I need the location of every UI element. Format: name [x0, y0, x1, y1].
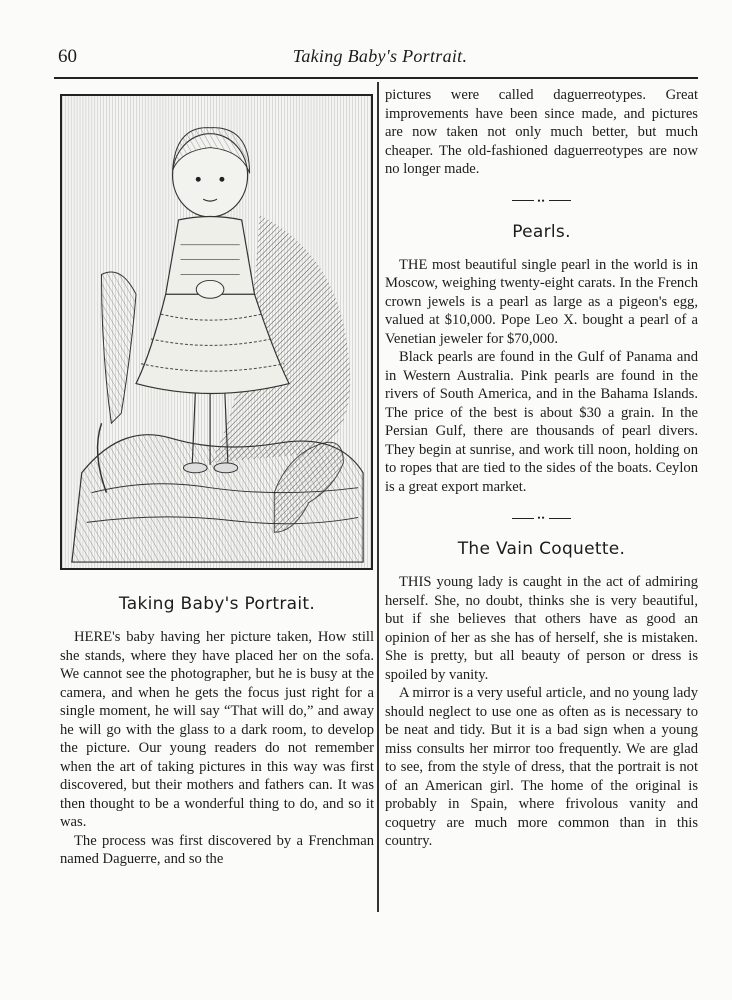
- page-number: 60: [58, 46, 77, 67]
- paragraph: THIS young lady is caught in the act of admiring herself. She, no doubt, thinks she is very beautiful, but if she believes that others have as good an opinion of her as she has of herself, she is mistaken. She is pretty, but all beauty of person or dress is spoiled by vanity.: [385, 574, 698, 683]
- column-divider: [377, 82, 379, 912]
- article-title-vain-coquette: The Vain Coquette.: [457, 539, 626, 559]
- header-rule: [54, 77, 698, 79]
- paragraph-continuation: pictures were called daguerreotypes. Great improvements have been since made, and pictures are now taken not only much better, but much cheaper. The old-fashioned daguerreotypes are now no longer made.: [385, 87, 698, 177]
- right-column: [385, 86, 698, 851]
- section-ornament: [385, 510, 698, 525]
- article-title-baby-portrait: Taking Baby's Portrait.: [118, 594, 316, 614]
- ornament-line: [512, 200, 534, 201]
- paragraph: The process was first discovered by a Frenchman named Daguerre, and so the: [60, 832, 374, 867]
- ornament-dots: ••: [537, 513, 546, 524]
- paragraph: HERE's baby having her picture taken, How still she stands, where they have placed her on the sofa. We cannot see the photographer, but he is busy at the camera, and when he gets the focus just right for a single moment, he will say “That will do,” and away he will go with the glass to a dark room, to develop the picture. Our young readers do not remember when the art of taking pictures in this way was first discovered, but their mothers and fathers can. It was then thought to be a wonderful thing to do, and so it was.: [60, 629, 374, 830]
- ornament-line: [549, 200, 571, 201]
- baby-portrait-illustration: [60, 94, 373, 570]
- paragraph: Black pearls are found in the Gulf of Panama and in Western Australia. Pink pearls are found in the rivers of South America, and in the Bahama Islands. The price of the best is about $30 a grain. In the Persian Gulf, there are thousands of pearl divers. They begin at sunrise, and work till noon, holding on to ropes that are tied to the sides of the boats. Ceylon is a great export market.: [385, 349, 698, 495]
- running-title: Taking Baby's Portrait.: [292, 46, 468, 66]
- baby-portrait-engraving-icon: [62, 96, 371, 568]
- paragraph: THE most beautiful single pearl in the world is in Moscow, weighing twenty-eight carats. In the French crown jewels is a pearl as large as a pigeon's egg, valued at $10,000. Pope Leo X. bought a pearl of a Venetian jeweler for $70,000.: [385, 256, 698, 347]
- section-ornament: [385, 193, 698, 208]
- article-title-pearls: Pearls.: [512, 221, 571, 242]
- paragraph: A mirror is a very useful article, and no young lady should neglect to use one as often as is necessary to be neat and tidy. But it is a bad sign when a young miss consults her mirror too frequently. We are glad to see, from the style of dress, that the portrait is not of an American girl. The home of the original is probably in Spain, where frivolous vanity and coquetry are much more common than in this country.: [385, 685, 698, 849]
- ornament-dots: ••: [537, 195, 546, 206]
- left-column: [60, 594, 374, 869]
- ornament-line: [549, 518, 571, 519]
- ornament-line: [512, 518, 534, 519]
